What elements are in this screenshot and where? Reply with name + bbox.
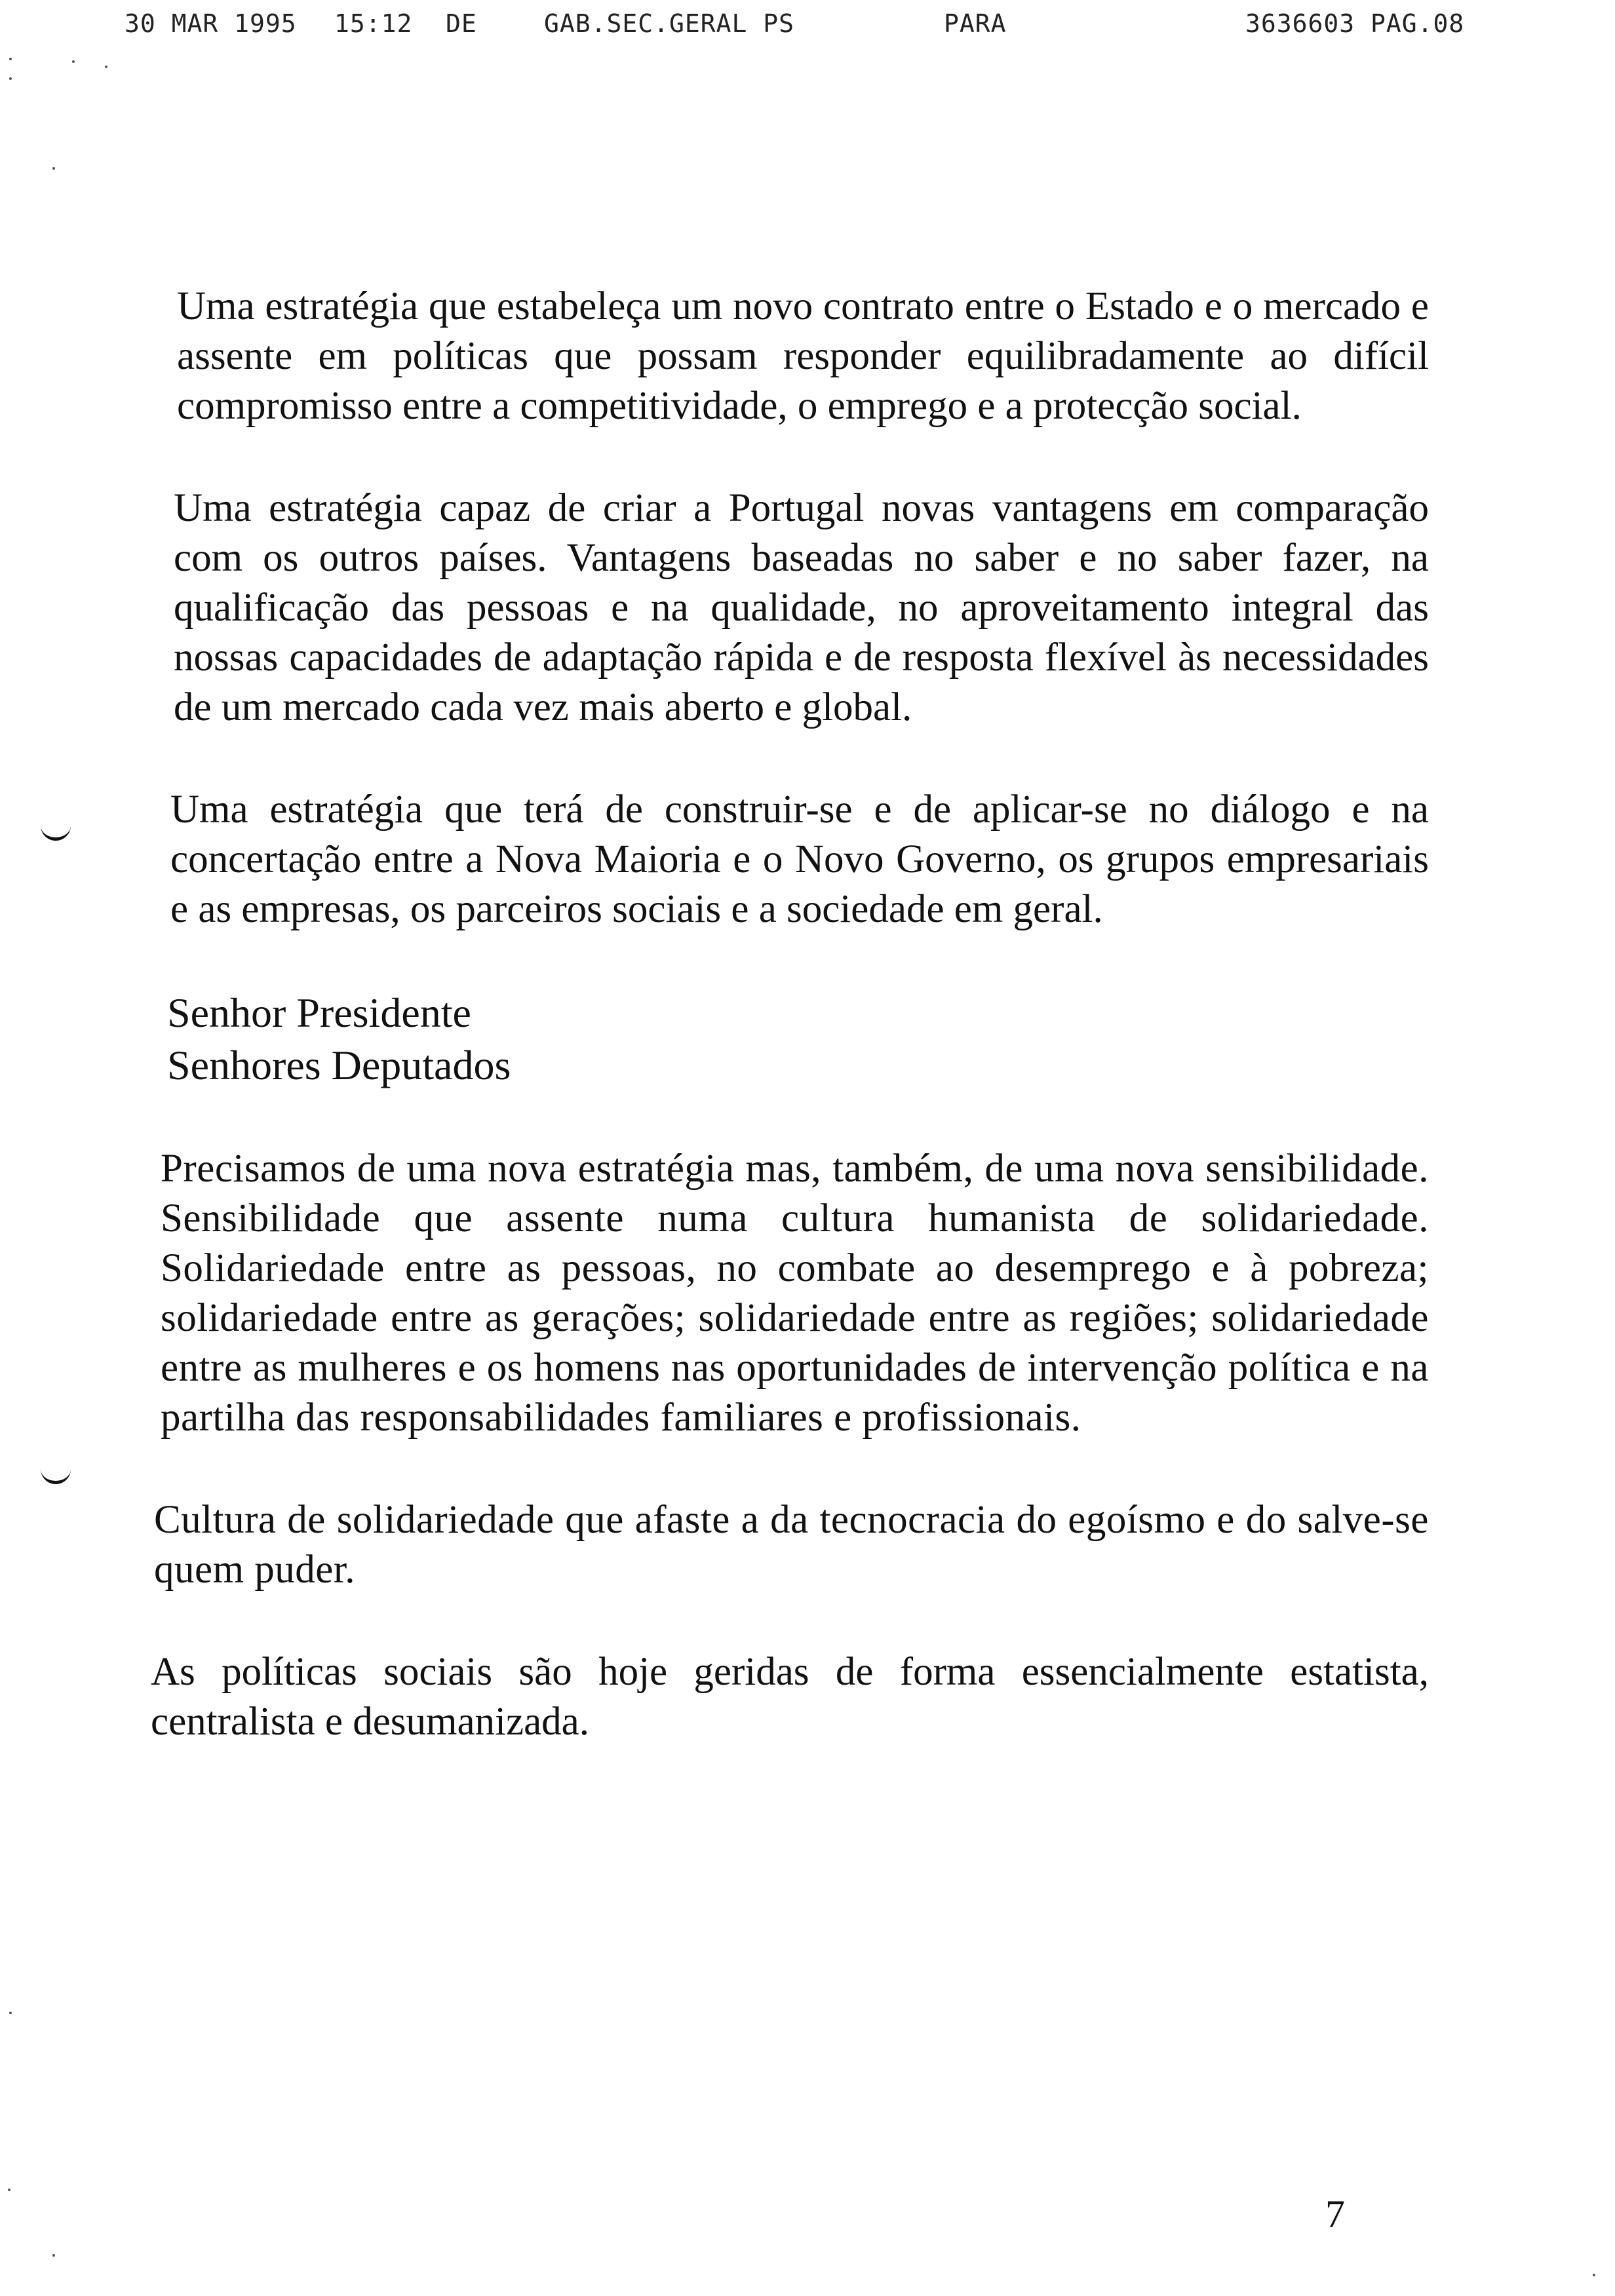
scan-speck xyxy=(1593,2274,1595,2276)
scan-speck xyxy=(72,60,75,63)
scan-speck xyxy=(52,167,55,170)
page-number: 7 xyxy=(1325,2192,1345,2236)
margin-check-mark xyxy=(41,1468,71,1484)
fax-header xyxy=(0,9,1615,48)
document-body xyxy=(151,282,1429,1799)
margin-check-mark xyxy=(41,824,71,841)
scan-speck xyxy=(52,2254,55,2257)
fax-time: 15:12 xyxy=(334,9,413,38)
scan-speck xyxy=(9,77,12,80)
scan-speck xyxy=(8,2189,10,2191)
scan-speck xyxy=(105,66,107,68)
salutation-president: Senhor Presidente xyxy=(167,989,471,1036)
paragraph-solidarity-culture: Cultura de solidariedade que afaste a da tecnocracia do egoísmo e do salve-se quem puder. xyxy=(154,1498,1429,1592)
fax-date: 30 MAR 1995 xyxy=(125,9,297,38)
paragraph-new-sensibility: Precisamos de uma nova estratégia mas, também, de uma nova sensibilidade. Sensibilidade que assente numa cultura humanista de solidariedade. Solidariedade entre as pessoas, no combate ao desemprego e à pobreza; solidariedade entre as gerações; solidariedade entre as regiões; solidariedade entre as mulheres e os homens nas oportunidades de intervenção política e na partilha das responsabilidades familiares e profissionais. xyxy=(161,1147,1429,1440)
fax-from-label: DE xyxy=(446,9,477,38)
paragraph-strategy-dialogue: Uma estratégia que terá de construir-se e de aplicar-se no diálogo e na concertação entre a Nova Maioria e o Novo Governo, os grupos empresariais e as empresas, os parceiros sociais e a sociedade em geral. xyxy=(170,788,1429,931)
fax-number-page: 3636603 PAG.08 xyxy=(1245,9,1465,38)
fax-sender: GAB.SEC.GERAL PS xyxy=(544,9,795,38)
scan-speck xyxy=(9,2012,12,2014)
scan-speck xyxy=(9,58,12,60)
paragraph-social-policies: As políticas sociais são hoje geridas de forma essencialmente estatista, centralista e desumanizada. xyxy=(151,1650,1429,1744)
salutation-deputies: Senhores Deputados xyxy=(167,1042,511,1088)
paragraph-strategy-advantages: Uma estratégia capaz de criar a Portugal novas vantagens em comparação com os outros países. Vantagens baseadas no saber e no saber fazer, na qualificação das pessoas e na qualidade, no aproveitamento integral das nossas capacidades de adaptação rápida e de resposta flexível às necessidades de um mercado cada vez mais aberto e global. xyxy=(174,486,1429,729)
salutation-block xyxy=(167,987,1429,1092)
paragraph-strategy-contract: Uma estratégia que estabeleça um novo contrato entre o Estado e o mercado e assente em políticas que possam responder equilibradamente ao difícil compromisso entre a competitividade, o emprego e a protecção social. xyxy=(177,284,1429,428)
fax-to-label: PARA xyxy=(944,9,1007,38)
